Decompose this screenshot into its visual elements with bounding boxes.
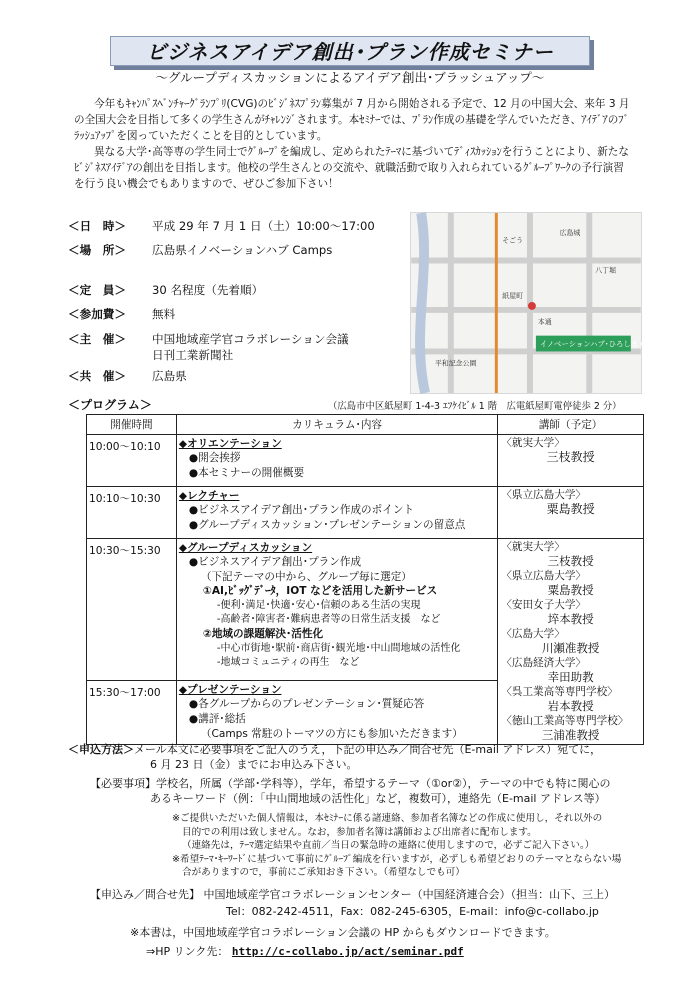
table-row xyxy=(87,539,644,681)
contact-line-1: 【申込み／問合せ先】 中国地域産学官コラボレーションセンター（中国経済連合会）（担当：山下、三上） xyxy=(90,888,616,901)
contact-line-2: Tel：082-242-4511，Fax：082-245-6305，E-mail：info@c-collabo.jp xyxy=(226,905,599,918)
fee-label: ＜参加費＞ xyxy=(68,307,126,321)
hp-link[interactable]: http://c-collabo.jp/act/seminar.pdf xyxy=(231,945,464,958)
cosponsor-row xyxy=(68,368,187,384)
intro-text xyxy=(74,96,634,192)
theme-item: -高齢者･障害者･難病患者等の日常生活支援 など xyxy=(216,614,441,625)
session-item: ●講評･総括 xyxy=(188,712,246,725)
row-time: 10:30～15:30 xyxy=(87,539,177,681)
intro-paragraph-1: 今年もｷｬﾝﾊﾟｽﾍﾞﾝﾁｬｰｸﾞﾗﾝﾌﾟﾘ(CVG)のﾋﾞｼﾞﾈｽﾌﾟﾗﾝ募集が 7 月から開始される予定で、12 月の中国大会、来年 3 月の全国大会を目指して多くの学生さんがﾁｬﾚﾝｼﾞされます。本ｾﾐﾅｰでは、ﾌﾟﾗﾝ作成の基礎を学んでいただき、ｱｲﾃﾞｱのﾌﾞﾗｯｼｭｱｯﾌﾟを図っていただくことを目的としています。 xyxy=(74,98,630,142)
session-title: ◆グループディスカッション xyxy=(178,542,313,554)
lecturer-org: 〈広島大学〉 xyxy=(501,628,565,640)
hp-link-row xyxy=(146,943,464,959)
lecturer-name: 岩本教授 xyxy=(547,699,594,713)
lecturer-org: 〈県立広島大学〉 xyxy=(501,489,587,501)
note-line: （連絡先は，ﾃｰﾏ選定結果や直前／当日の緊急時の連絡に使用しますので，必ずご記入下さい。） xyxy=(182,840,595,851)
note-line: 合がありますので，事前にご承知おき下さい。（希望なしでも可） xyxy=(182,867,465,878)
capacity-value: 30 名程度（先着順） xyxy=(152,283,264,297)
lecturer-org: 〈呉工業高等専門学校〉 xyxy=(501,686,618,698)
notes-section xyxy=(172,812,650,880)
session-item: ●各グループからのプレゼンテーション･質疑応答 xyxy=(188,697,425,710)
requirements-section xyxy=(90,776,650,806)
map-label-kamiyacho: 紙屋町 xyxy=(502,292,523,301)
lecturer-name: 粟島教授 xyxy=(546,502,595,516)
map-label-hondori: 本通 xyxy=(537,317,552,326)
theme-item: -便利･満足･快適･安心･信頼のある生活の実現 xyxy=(216,600,421,611)
lecturer-org: 〈徳山工業高等専門学校〉 xyxy=(501,715,629,727)
lecturer-org: 〈県立広島大学〉 xyxy=(501,570,587,582)
lecturer-org: 〈就実大学〉 xyxy=(501,541,565,553)
session-item: ●本セミナーの開催概要 xyxy=(188,467,305,479)
download-note: ※本書は，中国地域産学官コラボレーション会議の HP からもダウンロードできます。 xyxy=(130,926,556,939)
session-item: ●ビジネスアイデア創出･プラン作成のポイント xyxy=(188,504,415,516)
note-line: ※ご提供いただいた個人情報は，本ｾﾐﾅｰに係る諸連絡、参加者名簿などの作成に使用し，それ以外の xyxy=(172,813,603,824)
river xyxy=(420,213,425,393)
session-item: （Camps 常駐のトーマツの方にも参加いただきます） xyxy=(200,727,463,740)
lecturer-name: 三枝教授 xyxy=(547,554,594,568)
session-item: ●開会挨拶 xyxy=(188,452,241,464)
organizer-row xyxy=(68,331,349,363)
lecturer-name: 埣本教授 xyxy=(547,612,594,626)
session-title: ◆レクチャー xyxy=(178,490,240,502)
access-map xyxy=(410,212,667,394)
place-row xyxy=(68,242,332,258)
theme-item: -中心市街地･駅前･商店街･観光地･中山間地域の活性化 xyxy=(216,643,461,654)
capacity-label: ＜定 員＞ xyxy=(68,283,126,297)
requirements-label: 【必要事項】 xyxy=(90,777,156,790)
lecturer-name: 三枝教授 xyxy=(546,450,595,464)
place-label: ＜場 所＞ xyxy=(68,243,126,257)
fee-row xyxy=(68,306,175,322)
row-time: 10:10～10:30 xyxy=(87,487,177,539)
fee-value: 無料 xyxy=(152,307,176,321)
row-time: 15:30～17:00 xyxy=(87,680,177,744)
contact-section xyxy=(90,886,650,920)
program-table xyxy=(86,414,644,745)
location-marker-icon xyxy=(528,302,536,310)
table-row xyxy=(87,435,644,487)
lecturer-name: 三浦准教授 xyxy=(541,728,600,742)
page-subtitle: ～グループディスカッションによるアイデア創出･ブラッシュアップ～ xyxy=(155,70,545,85)
note-line: 目的での利用は致しません。なお，参加者名簿は講師および出席者に配布します。 xyxy=(182,826,537,838)
session-item: ●グループディスカッション･プレゼンテーションの留意点 xyxy=(188,519,466,531)
capacity-row xyxy=(68,282,263,298)
header-lecturer: 講師（予定） xyxy=(498,415,644,435)
header-curriculum: カリキュラム･内容 xyxy=(176,415,497,435)
organizer-value-1: 中国地域産学官コラボレーション会議 xyxy=(152,332,349,346)
program-label: ＜プログラム＞ xyxy=(68,398,152,412)
cosponsor-value: 広島県 xyxy=(152,369,187,383)
intro-paragraph-2: 異なる大学･高等専の学生同士でｸﾞﾙｰﾌﾟを編成し、定められたﾃｰﾏに基づいてﾃﾞｨｽｶｯｼｮﾝを行うことにより、新たなﾋﾞｼﾞﾈｽｱｲﾃﾞｱの創出を目指します。他校の学生さんとの交流や、就職活動で取り入れられているｸﾞﾙｰﾌﾟﾜｰｸの予行演習を行う良い機会でもありますので、ぜひご参加下さい！ xyxy=(74,146,629,190)
apply-label: ＜申込方法＞ xyxy=(68,743,134,756)
theme-1-title: ①AI,ﾋﾞｯｸﾞﾃﾞｰﾀ，IOT などを活用した新サービス xyxy=(202,585,438,597)
lecturer-org: 〈就実大学〉 xyxy=(501,437,565,449)
table-header-row xyxy=(87,415,644,435)
cosponsor-label: ＜共 催＞ xyxy=(68,369,126,383)
apply-section xyxy=(68,742,648,772)
map-label-castle: 広島城 xyxy=(559,228,581,237)
place-value: 広島県イノベーションハブ Camps xyxy=(152,243,333,257)
session-item: ●ビジネスアイデア創出･プラン作成 xyxy=(188,556,362,568)
requirements-line-2: あるキーワード（例：「中山間地域の活性化」など，複数可），連絡先（E-mail アドレス等） xyxy=(150,792,606,805)
session-title: ◆プレゼンテーション xyxy=(178,683,282,696)
date-row xyxy=(68,218,375,234)
theme-item: -地域コミュニティの再生 など xyxy=(216,657,360,668)
map-svg xyxy=(411,213,667,393)
requirements-line-1: 学校名，所属（学部･学科等），学年，希望するテーマ（①or②），テーマの中でも特に関心の xyxy=(156,777,611,790)
lecturer-name: 幸田助教 xyxy=(547,670,594,684)
date-label: ＜日 時＞ xyxy=(68,219,126,233)
session-title: ◆オリエンテーション xyxy=(178,438,282,450)
date-value: 平成 29 年 7 月 1 日（土）10:00～17:00 xyxy=(152,219,375,233)
map-label-peace-park: 平和記念公園 xyxy=(435,359,477,368)
hp-link-label: ⇒HP リンク先： xyxy=(146,945,229,958)
table-row xyxy=(87,487,644,539)
organizer-value-2: 日刊工業新聞社 xyxy=(152,348,234,362)
organizer-label: ＜主 催＞ xyxy=(68,332,126,346)
lecturer-name: 粟島教授 xyxy=(547,583,594,597)
map-label-hatchobori: 八丁堀 xyxy=(595,266,616,275)
row-time: 10:00～10:10 xyxy=(87,435,177,487)
page-title: ビジネスアイデア創出･プラン作成セミナー xyxy=(110,36,590,66)
theme-2-title: ②地域の課題解決･活性化 xyxy=(202,628,324,640)
lecturer-org: 〈安田女子大学〉 xyxy=(501,599,587,611)
apply-line-1: メール本文に必要事項をご記入のうえ，下記の申込み／問合せ先（E-mail アドレス）宛てに， xyxy=(134,743,602,756)
header-time: 開催時間 xyxy=(87,415,177,435)
note-line: ※希望ﾃｰﾏ･ｷｰﾜｰﾄﾞに基づいて事前にｸﾞﾙｰﾌﾟ編成を行いますが，必ずしも希望どおりのテーマとならない場 xyxy=(172,853,622,865)
camps-map-label: イノベーションハブ･ひろしま Camps xyxy=(539,339,667,349)
lecturer-org: 〈広島経済大学〉 xyxy=(501,657,587,669)
venue-address: （広島市中区紙屋町 1-4-3 ｴﾌｹｲﾋﾞﾙ 1 階 広電紙屋町電停徒歩 2 分） xyxy=(328,401,622,412)
session-item: （下記テーマの中から、グループ毎に選定） xyxy=(200,571,412,583)
lecturer-name: 川瀬准教授 xyxy=(541,641,600,655)
apply-line-2: 6 月 23 日（金）までにお申込み下さい。 xyxy=(150,758,358,771)
map-label-sogo: そごう xyxy=(502,236,523,245)
